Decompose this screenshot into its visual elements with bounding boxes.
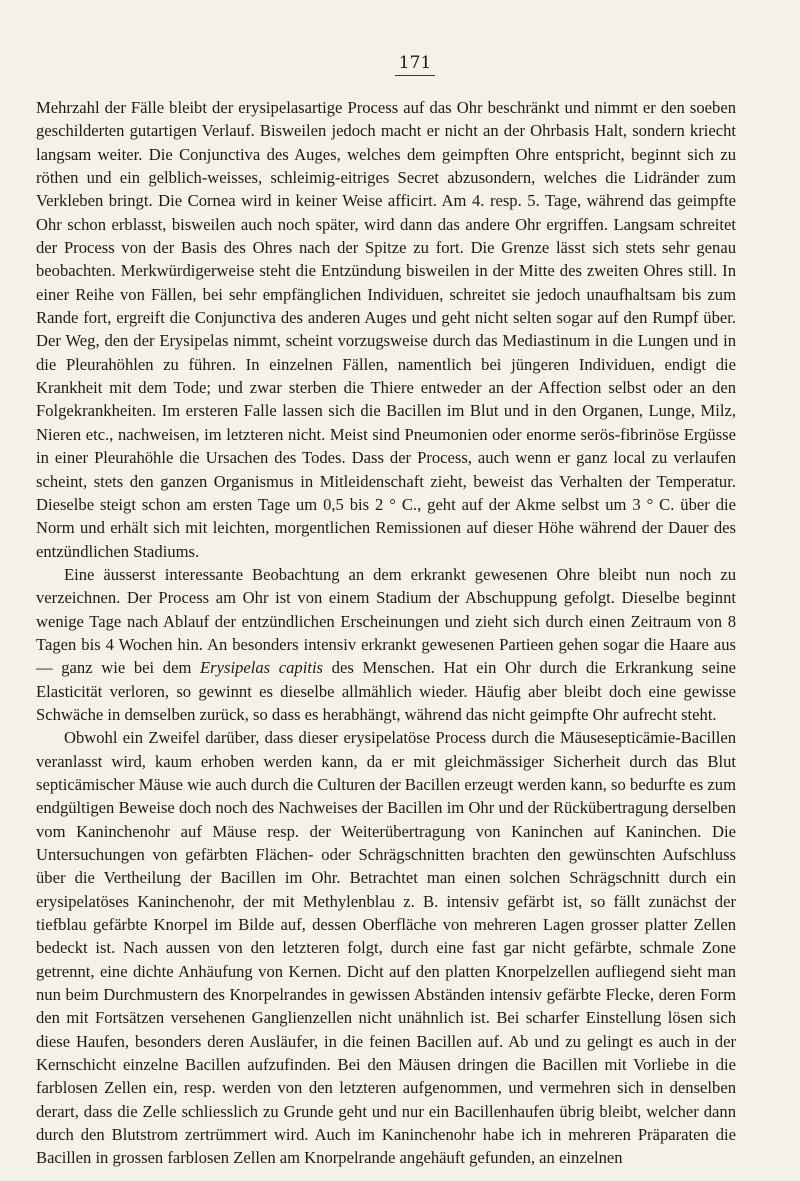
paragraph-2-italic-term: Erysipelas capitis (200, 658, 324, 678)
paragraph-2-part-1: Eine äusserst interessante Beobachtung an dem erkrankt gewesenen Ohre bleibt nun noch zu verzeichnen. Der Process am Ohr ist von einem Stadium der Abschuppung gefolgt. Dieselbe beginnt wenige Tage nach Ablauf der entzündlichen Erscheinungen und zieht sich durch einen Zeitraum von 8 Tagen bis 4 Wochen hin. An besonders intensiv erkrankt gewesenen Partieen gehen sogar die Haare aus — ganz wie bei dem (36, 564, 736, 678)
paragraph-1: Mehrzahl der Fälle bleibt der erysipelasartige Process auf das Ohr beschränkt und nimmt er den soeben geschilderten gutartigen Verlauf. Bisweilen jedoch macht er nicht an der Ohrbasis Halt, sondern kriecht langsam weiter. Die Conjunctiva des Auges, welches dem geimpften Ohre entspricht, beginnt sich zu röthen und ein gelblich-weisses, schleimig-eitriges Secret abzusondern, welches die Lidränder zum Verkleben bringt. Die Cornea wird in keiner Weise afficirt. Am 4. resp. 5. Tage, während das geimpfte Ohr schon erblasst, bisweilen auch noch später, wird dann das andere Ohr ergriffen. Langsam schreitet der Process von der Basis des Ohres nach der Spitze zu fort. Die Grenze lässt sich stets sehr genau beobachten. Merkwürdigerweise steht die Entzündung bisweilen in der Mitte des zweiten Ohres still. In einer Reihe von Fällen, bei sehr empfänglichen Individuen, schreitet sie jedoch unaufhaltsam bis zum Rande fort, ergreift die Conjunctiva des anderen Auges und geht nicht selten sogar auf den Rumpf über. Der Weg, den der Erysipelas nimmt, scheint vorzugsweise durch das Mediastinum in die Lungen und in die Pleurahöhlen zu führen. In einzelnen Fällen, namentlich bei jüngeren Individuen, endigt die Krankheit mit dem Tode; und zwar sterben die Thiere entweder an der Affection selbst oder an den Folgekrankheiten. Im ersteren Falle lassen sich die Bacillen im Blut und in den Organen, Lunge, Milz, Nieren etc., nachweisen, im letzteren nicht. Meist sind Pneumonien oder enorme serös-fibrinöse Ergüsse in einer Pleurahöhle die Ursachen des Todes. Dass der Process, auch wenn er ganz local zu verlaufen scheint, stets den ganzen Organismus in Mitleidenschaft zieht, beweist das Verhalten der Temperatur. Dieselbe steigt schon am ersten Tage um 0,5 bis 2 ° C., geht auf der Akme selbst um 3 ° C. über die Norm und erhält sich mit leichten, morgentlichen Remissionen auf dieser Höhe während der Dauer des entzündlichen Stadiums. (36, 98, 736, 561)
paragraph-2 (36, 563, 736, 726)
paragraph-2-part-2: des Menschen. Hat ein Ohr durch die Erkrankung seine Elasticität verloren, so gewinnt es dieselbe allmählich wieder. Häufig aber bleibt doch eine gewisse Schwäche in demselben zurück, so dass es herabhängt, während das nicht geimpfte Ohr aufrecht steht. (36, 658, 736, 724)
paragraph-3: Obwohl ein Zweifel darüber, dass dieser erysipelatöse Process durch die Mäusesepticämie-Bacillen veranlasst wird, kaum erhoben werden kann, da er mit gleichmässiger Sicherheit durch das Blut septicämischer Mäuse wie auch durch die Culturen der Bacillen erzeugt werden kann, so bedurfte es zum endgültigen Beweise doch noch des Nachweises der Bacillen im Ohr und der Rückübertragung derselben vom Kaninchenohr auf Mäuse resp. der Weiterübertragung von Kaninchen auf Kaninchen. Die Untersuchungen von gefärbten Flächen- oder Schrägschnitten brachten den gewünschten Aufschluss über die Vertheilung der Bacillen im Ohr. Betrachtet man einen solchen Schrägschnitt durch ein erysipelatöses Kaninchenohr, der mit Methylenblau z. B. intensiv gefärbt ist, so fällt zunächst der tiefblau gefärbte Knorpel im Bilde auf, dessen Oberfläche von mehreren Lagen grosser platter Zellen bedeckt ist. Nach aussen von den letzteren folgt, durch eine fast gar nicht gefärbte, schmale Zone getrennt, eine dichte Anhäufung von Kernen. Dicht auf den platten Knorpelzellen aufliegend sieht man nun beim Durchmustern des Knorpelrandes in gewissen Abständen intensiv gefärbte Flecke, deren Form den mit Fortsätzen versehenen Ganglienzellen nicht unähnlich ist. Bei scharfer Einstellung lösen sich diese Haufen, besonders deren Ausläufer, in die feinen Bacillen auf. Ab und zu gelingt es auch in der Kernschicht einzelne Bacillen aufzufinden. Bei den Mäusen dringen die Bacillen mit Vorliebe in die farblosen Zellen ein, resp. werden von den letzteren aufgenommen, und vermehren sich in denselben derart, dass die Zelle schliesslich zu Grunde geht und nur ein Bacillenhaufen übrig bleibt, welcher dann durch den Blutstrom zertrümmert wird. Auch im Kaninchenohr habe ich in mehreren Präparaten die Bacillen in grossen farblosen Zellen am Knorpelrande angehäuft gefunden, an einzelnen (36, 728, 736, 1168)
page-number (0, 53, 800, 76)
body-text (36, 96, 736, 1170)
page-number-label: 171 (395, 53, 435, 76)
